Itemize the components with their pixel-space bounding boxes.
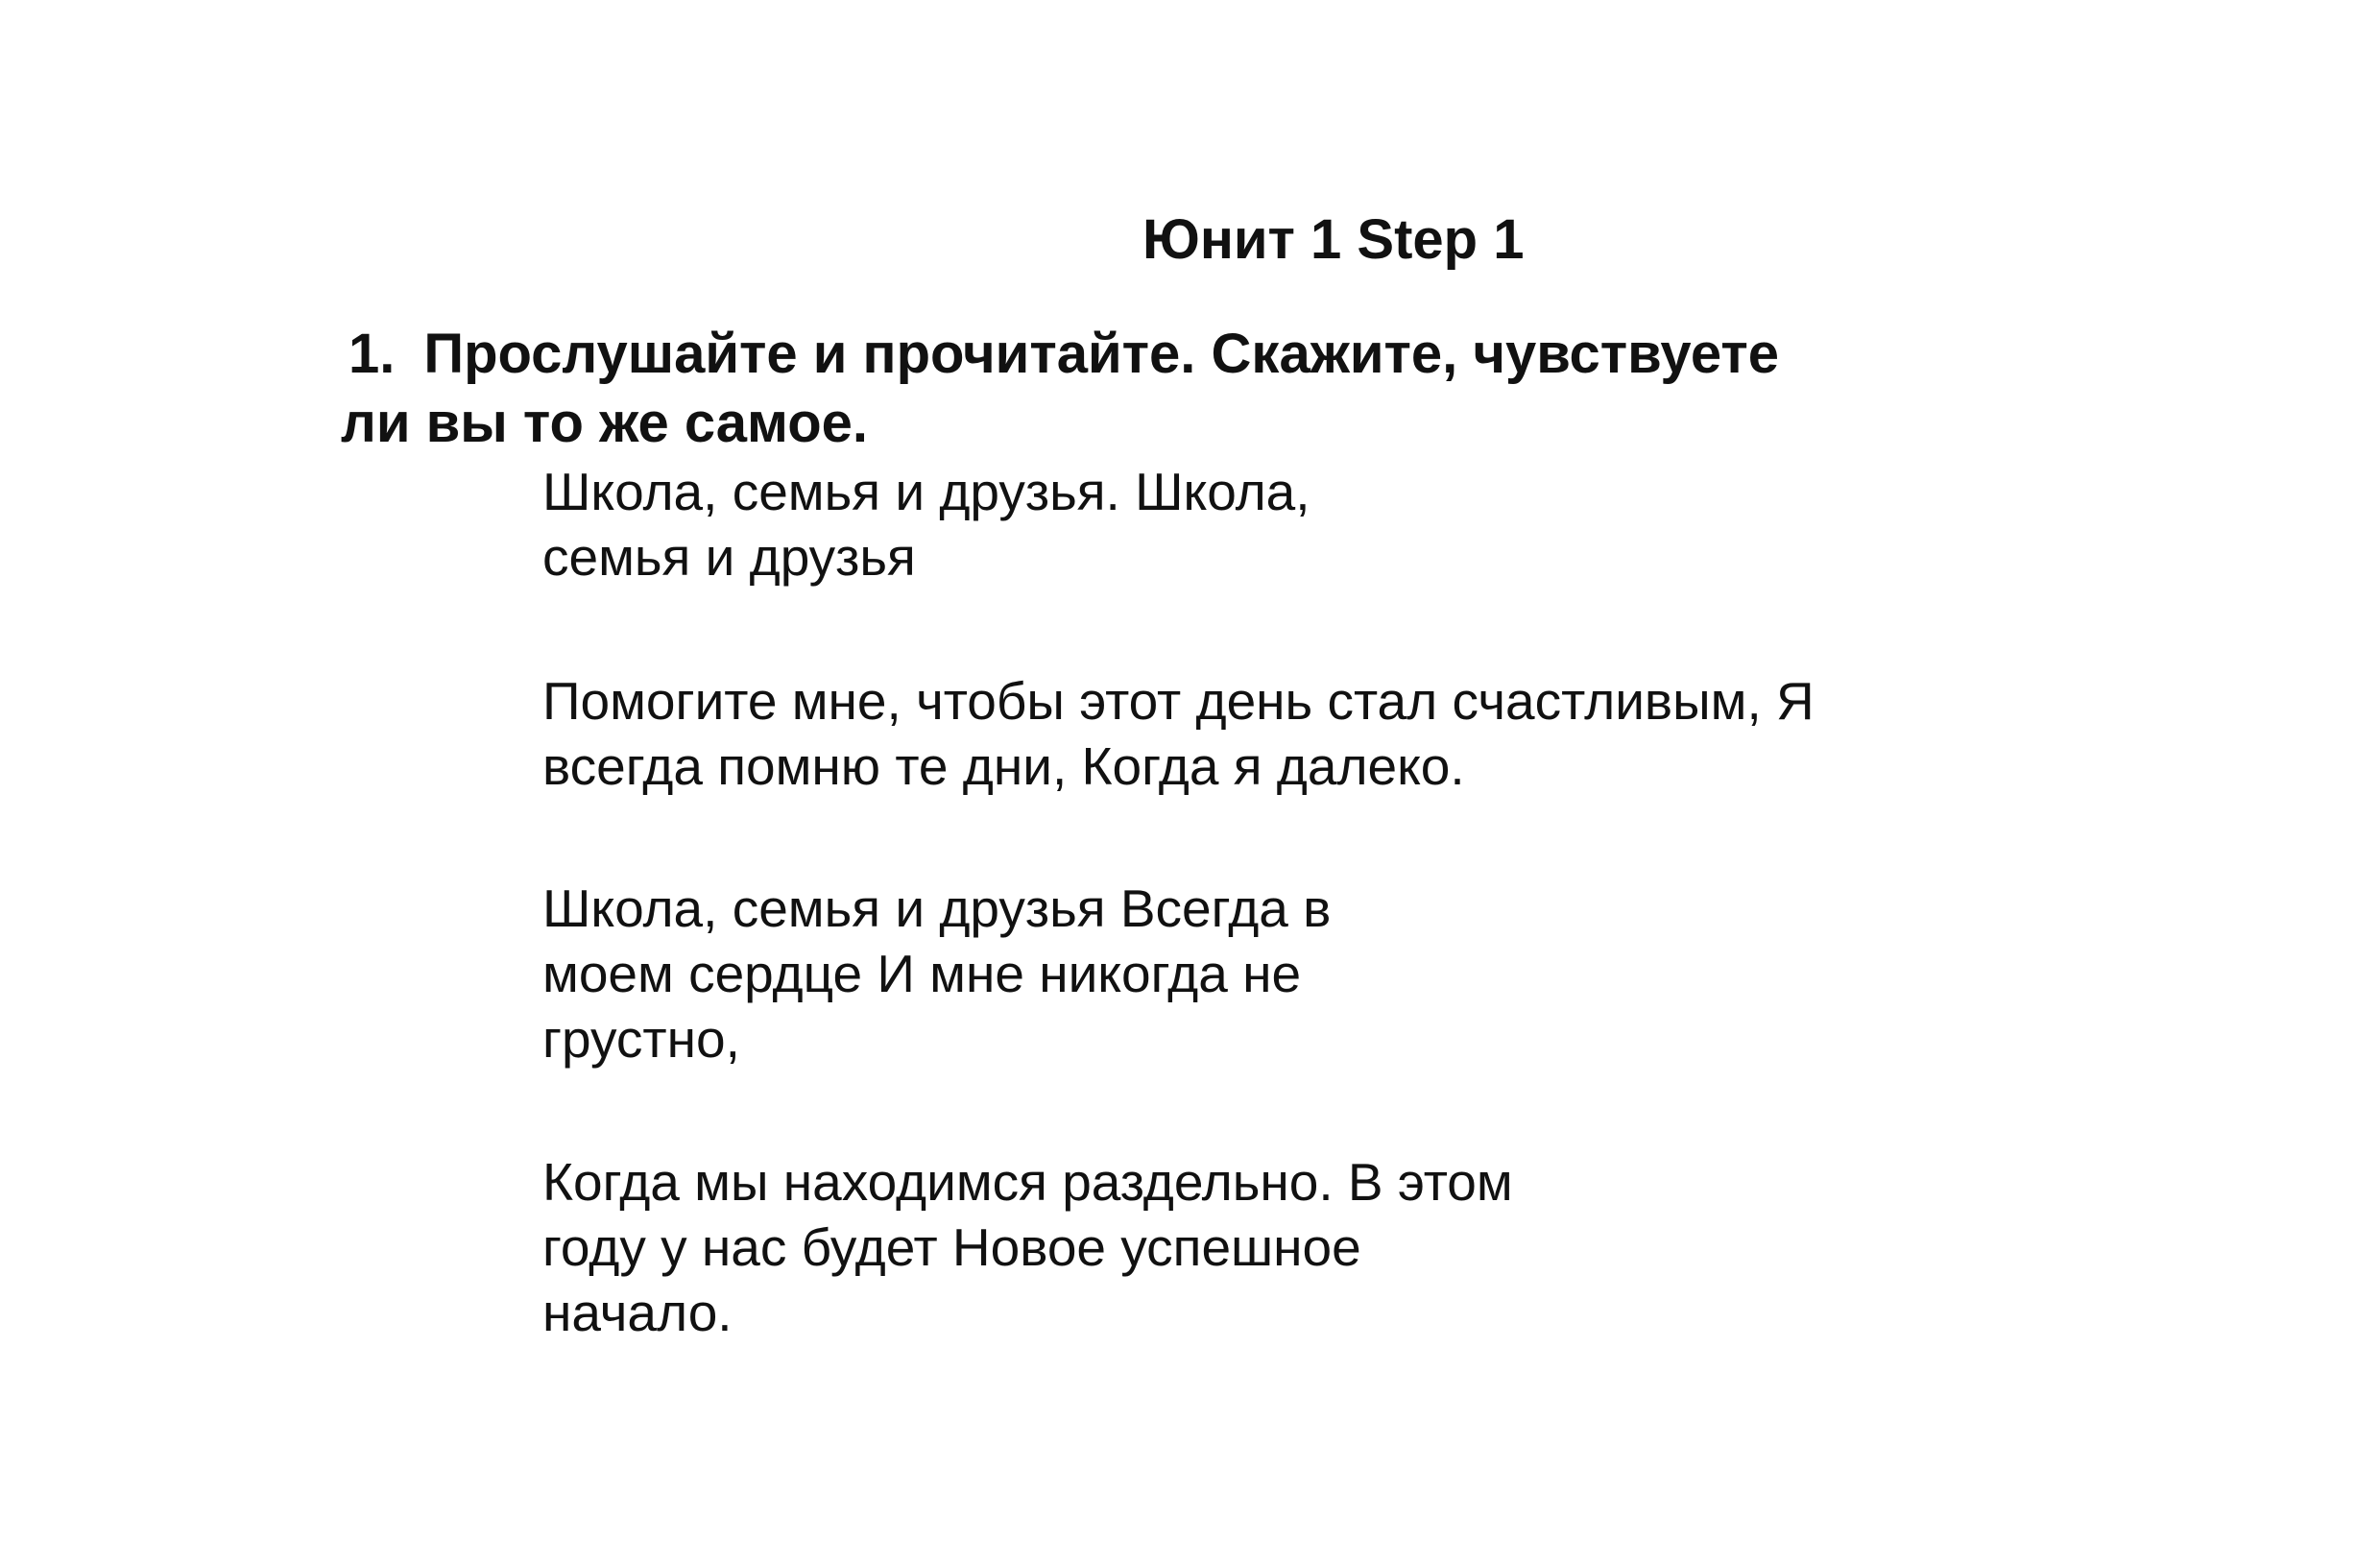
task-instruction-line-1: Прослушайте и прочитайте. Скажите, чувствуете <box>423 323 1780 385</box>
page-title: Юнит 1 Step 1 <box>1142 208 1525 271</box>
verse-line: году у нас будет Новое успешное <box>542 1217 1361 1277</box>
verse-4 <box>542 1149 1513 1345</box>
task-instruction <box>341 320 1925 458</box>
verse-3 <box>542 876 1331 1071</box>
verse-line: Школа, семья и друзья. Школа, <box>542 462 1310 521</box>
verse-1 <box>542 459 1310 590</box>
verse-line: Школа, семья и друзья Всегда в <box>542 878 1332 938</box>
verse-line: семья и друзья <box>542 527 916 587</box>
verse-line: грустно, <box>542 1009 740 1069</box>
verse-line: Когда мы находимся раздельно. В этом <box>542 1152 1513 1212</box>
verse-2 <box>542 668 1815 799</box>
task-instruction-line-2: ли вы то же самое. <box>341 392 868 454</box>
task-number: 1. <box>349 323 396 385</box>
verse-line: всегда помню те дни, Когда я далеко. <box>542 736 1465 796</box>
verse-line: Помогите мне, чтобы этот день стал счастливым, Я <box>542 671 1815 731</box>
verse-line: начало. <box>542 1283 733 1342</box>
verse-line: моем сердце И мне никогда не <box>542 944 1302 1003</box>
